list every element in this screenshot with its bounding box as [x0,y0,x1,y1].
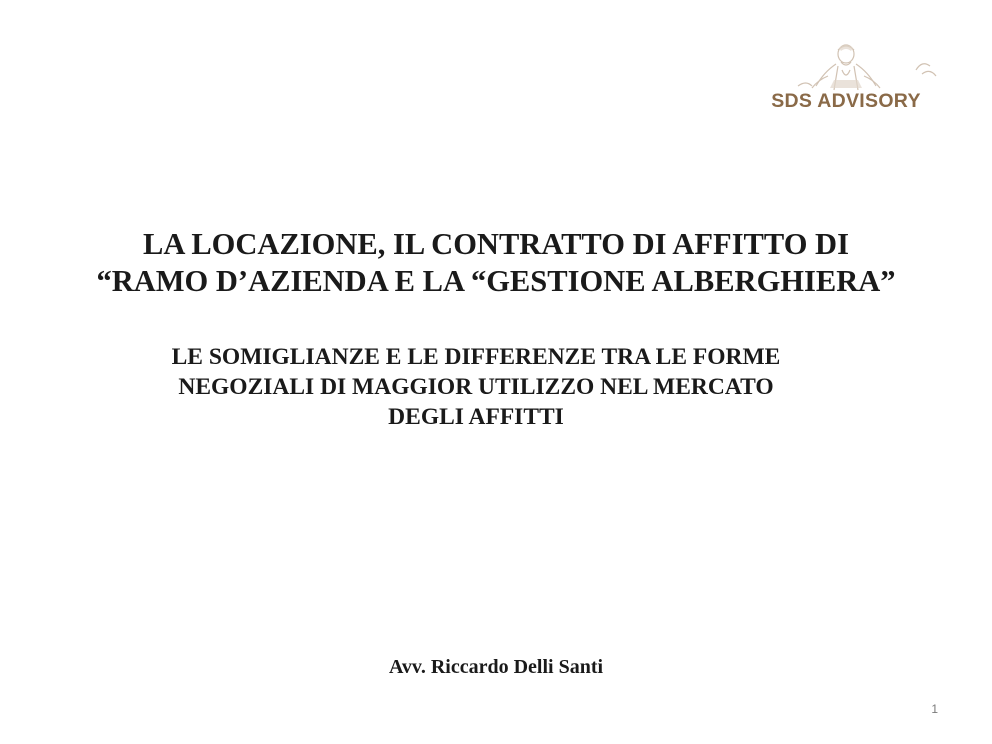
sds-advisory-logo [738,40,953,120]
logo-text: SDS ADVISORY [771,90,921,112]
subtitle-line-3: DEGLI AFFITTI [388,404,564,430]
slide-title [40,226,952,300]
author-name: Avv. Riccardo Delli Santi [388,656,604,678]
slide-subtitle [96,342,856,432]
subtitle-line-2: NEGOZIALI DI MAGGIOR UTILIZZO NEL MERCATO [178,374,774,400]
title-line-2: “RAMO D’AZIENDA E LA “GESTIONE ALBERGHIERA” [96,264,896,298]
title-line-1: LA LOCAZIONE, IL CONTRATTO DI AFFITTO DI [143,227,849,261]
subtitle-line-1: LE SOMIGLIANZE E LE DIFFERENZE TRA LE FORME [171,344,781,370]
page-number: 1 [931,702,938,716]
classical-figure-logo-icon [738,40,953,120]
